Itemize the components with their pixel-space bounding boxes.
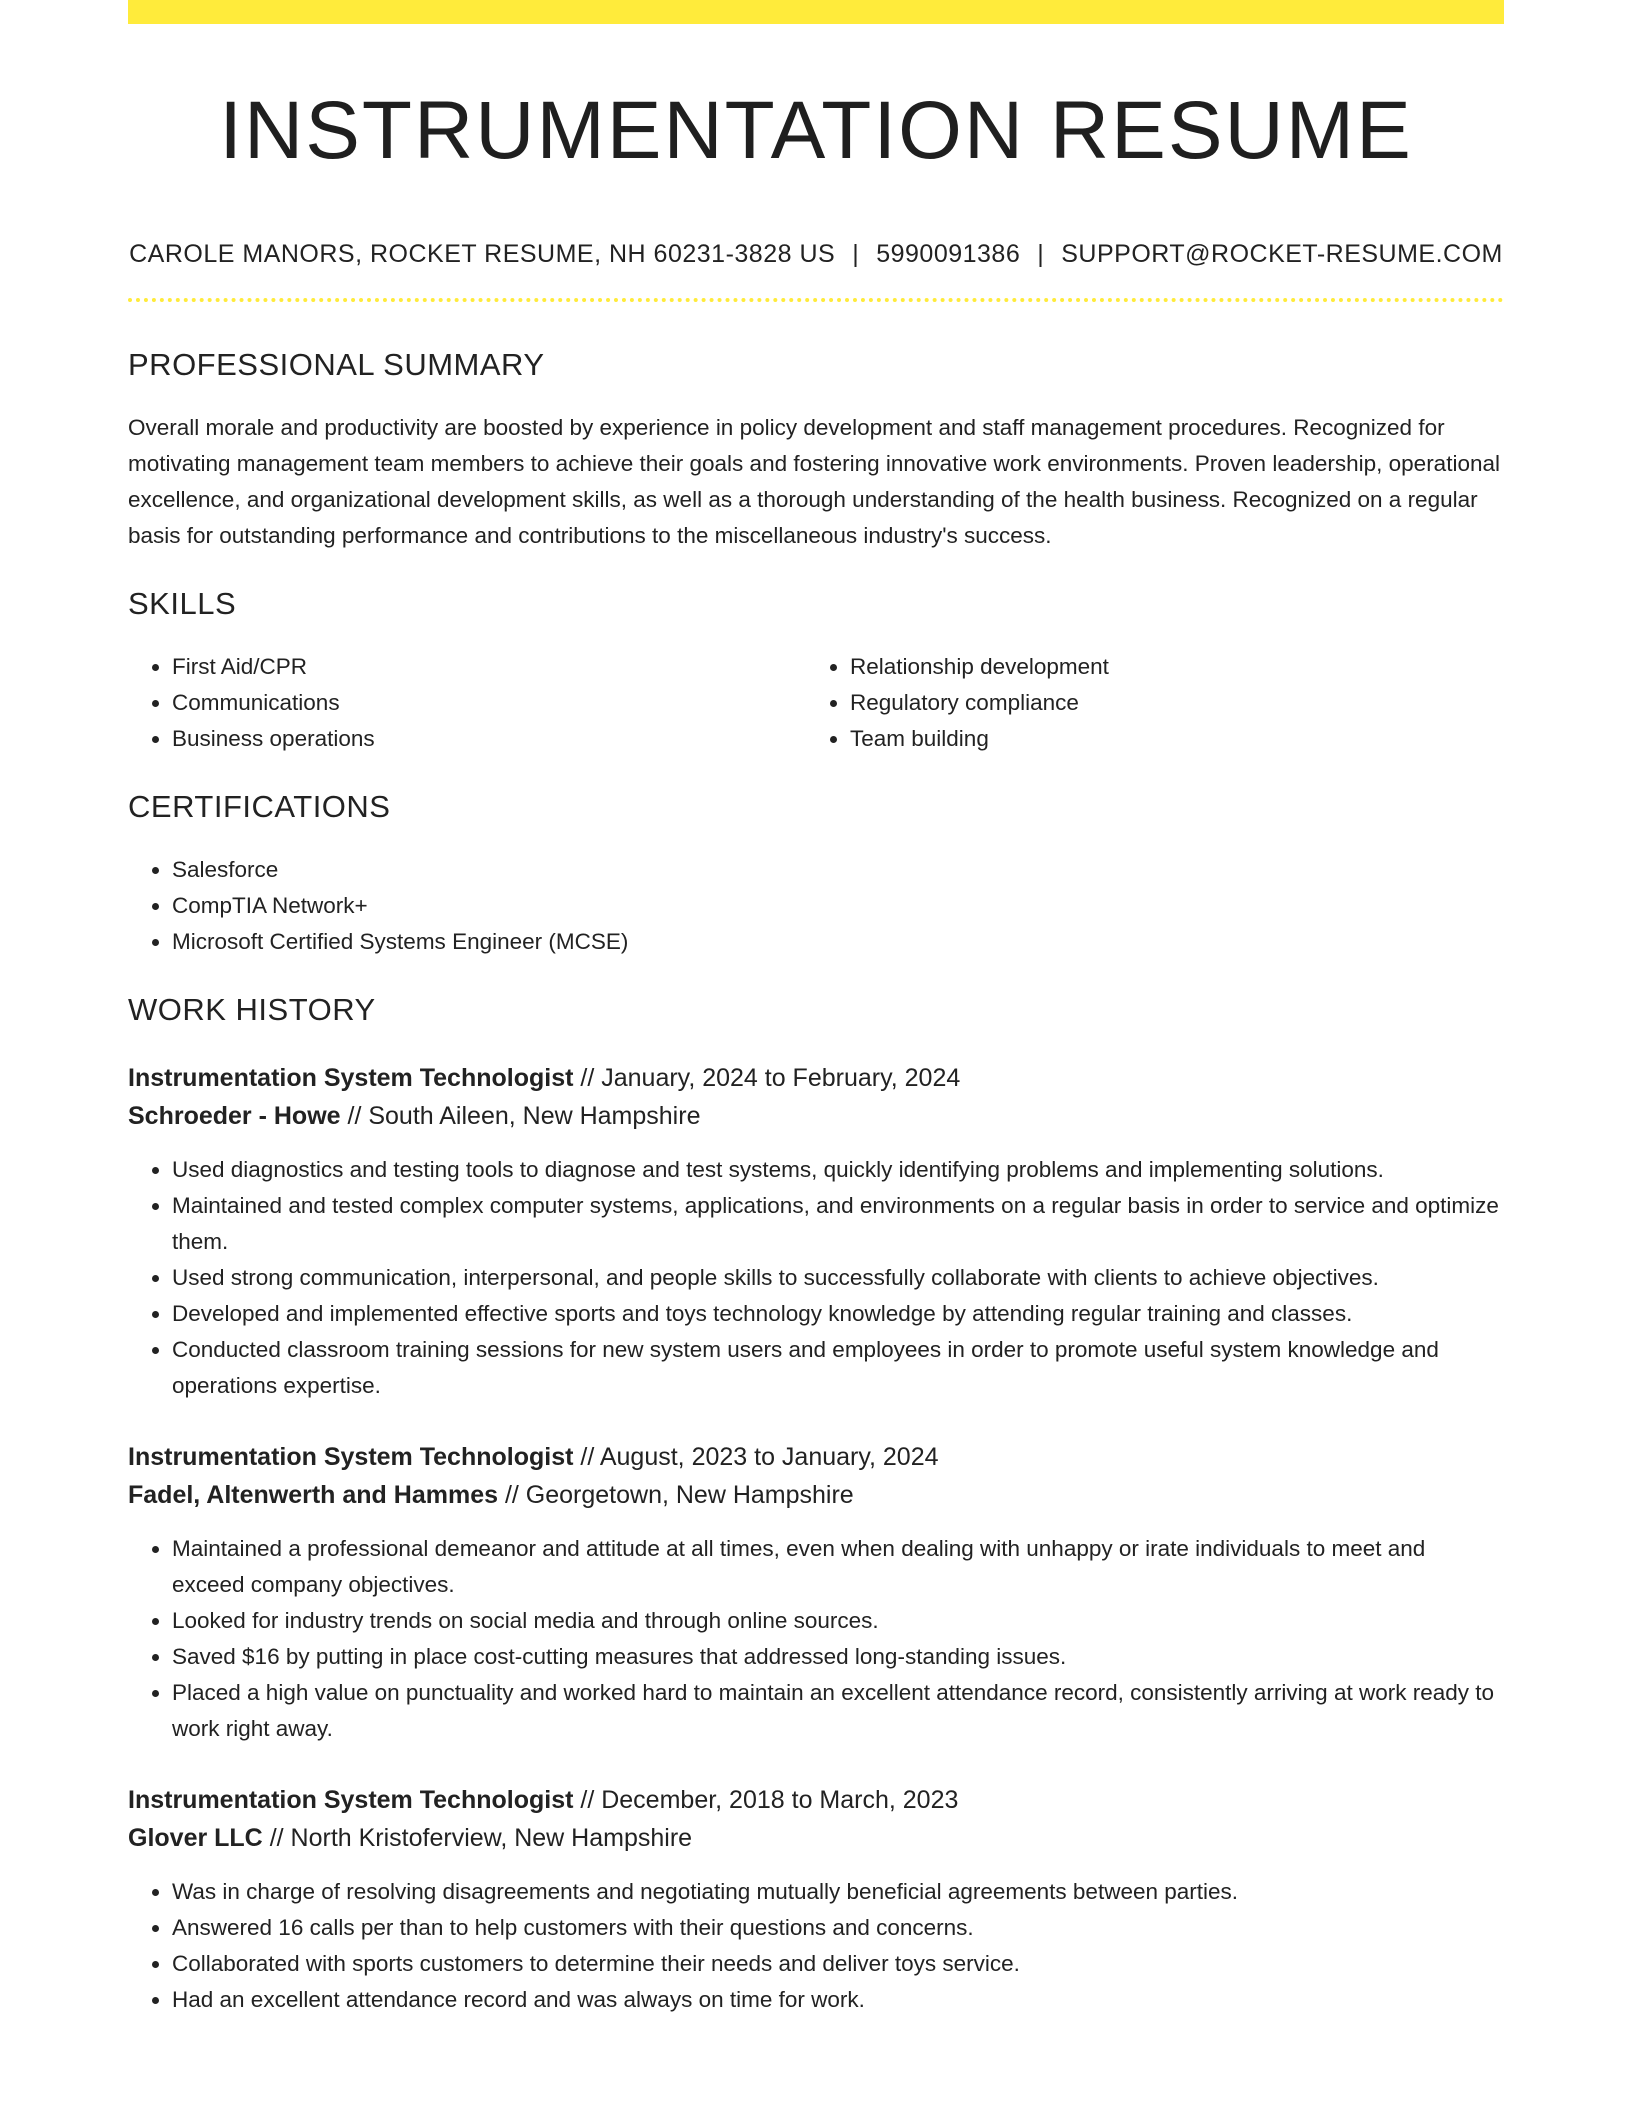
certifications-heading: CERTIFICATIONS <box>128 789 391 824</box>
skill-item: • Team building <box>850 721 1484 757</box>
job-bullet: • Used diagnostics and testing tools to diagnose and test systems, quickly identifying problems and implementing solutions. <box>172 1152 1504 1188</box>
job-bullet: • Was in charge of resolving disagreements and negotiating mutually beneficial agreements between parties. <box>172 1874 1504 1910</box>
job-company: Fadel, Altenwerth and Hammes <box>128 1481 498 1509</box>
job-role: Instrumentation System Technologist <box>128 1443 574 1471</box>
contact-line <box>128 238 1504 270</box>
job-location: // North Kristoferview, New Hampshire <box>269 1824 693 1852</box>
job-location: // South Aileen, New Hampshire <box>347 1102 701 1130</box>
job-company-line <box>128 1476 1504 1514</box>
job-bullet: • Looked for industry trends on social media and through online sources. <box>172 1603 1504 1639</box>
job-role: Instrumentation System Technologist <box>128 1064 574 1092</box>
job-bullets <box>128 1531 1504 1747</box>
job-dates: // December, 2018 to March, 2023 <box>580 1786 959 1814</box>
job-company-line <box>128 1097 1504 1135</box>
skills-list-right <box>806 649 1484 757</box>
accent-top-bar <box>128 0 1504 24</box>
work-history-section <box>128 990 1504 2018</box>
job-title-line <box>128 1059 1504 1097</box>
contact-email: SUPPORT@ROCKET-RESUME.COM <box>1061 240 1503 268</box>
job-entry <box>128 1438 1504 1747</box>
job-company: Schroeder - Howe <box>128 1102 341 1130</box>
summary-heading: PROFESSIONAL SUMMARY <box>128 347 545 382</box>
job-entry <box>128 1059 1504 1404</box>
certification-item: • CompTIA Network+ <box>172 888 1504 924</box>
skill-item: • Business operations <box>172 721 806 757</box>
skills-heading: SKILLS <box>128 586 237 621</box>
skills-section <box>128 584 1504 757</box>
certification-item: • Microsoft Certified Systems Engineer (MCSE) <box>172 924 1504 960</box>
job-bullet: • Developed and implemented effective sports and toys technology knowledge by attending regular training and classes. <box>172 1296 1504 1332</box>
job-entry <box>128 1781 1504 2018</box>
certifications-list <box>128 852 1504 960</box>
job-bullets <box>128 1874 1504 2018</box>
job-dates: // August, 2023 to January, 2024 <box>580 1443 939 1471</box>
skill-item: • Relationship development <box>850 649 1484 685</box>
skills-list-left <box>128 649 806 757</box>
job-company-line <box>128 1819 1504 1857</box>
job-company: Glover LLC <box>128 1824 263 1852</box>
contact-address: CAROLE MANORS, ROCKET RESUME, NH 60231-3828 US <box>129 240 836 268</box>
job-bullets <box>128 1152 1504 1404</box>
skill-item: • Communications <box>172 685 806 721</box>
contact-separator: | <box>1037 240 1045 268</box>
certification-item: • Salesforce <box>172 852 1504 888</box>
job-location: // Georgetown, New Hampshire <box>504 1481 854 1509</box>
job-title-line <box>128 1438 1504 1476</box>
job-role: Instrumentation System Technologist <box>128 1786 574 1814</box>
job-title-line <box>128 1781 1504 1819</box>
job-bullet: • Had an excellent attendance record and was always on time for work. <box>172 1982 1504 2018</box>
job-bullet: • Placed a high value on punctuality and worked hard to maintain an excellent attendance record, consistently arriving at work ready to work right away. <box>172 1675 1504 1747</box>
job-bullet: • Saved $16 by putting in place cost-cutting measures that addressed long-standing issues. <box>172 1639 1504 1675</box>
summary-text: Overall morale and productivity are boosted by experience in policy development and staff management procedures. Recognized for motivating management team members to achieve their goals and fostering innovative work environments. Proven leadership, operational excellence, and organizational development skills, as well as a thorough understanding of the health business. Recognized on a regular basis for outstanding performance and contributions to the miscellaneous industry's success. <box>128 415 1500 548</box>
job-bullet: • Maintained a professional demeanor and attitude at all times, even when dealing with unhappy or irate individuals to meet and exceed company objectives. <box>172 1531 1504 1603</box>
skill-item: • Regulatory compliance <box>850 685 1484 721</box>
work-history-heading: WORK HISTORY <box>128 992 376 1027</box>
job-bullet: • Answered 16 calls per than to help customers with their questions and concerns. <box>172 1910 1504 1946</box>
dotted-divider <box>128 298 1504 302</box>
contact-phone: 5990091386 <box>876 240 1021 268</box>
job-dates: // January, 2024 to February, 2024 <box>580 1064 961 1092</box>
job-bullet: • Used strong communication, interpersonal, and people skills to successfully collaborate with clients to achieve objectives. <box>172 1260 1504 1296</box>
job-bullet: • Conducted classroom training sessions for new system users and employees in order to promote useful system knowledge and operations expertise. <box>172 1332 1504 1404</box>
job-bullet: • Collaborated with sports customers to determine their needs and deliver toys service. <box>172 1946 1504 1982</box>
skills-grid <box>128 624 1504 757</box>
skill-item: • First Aid/CPR <box>172 649 806 685</box>
contact-separator: | <box>852 240 860 268</box>
job-bullet: • Maintained and tested complex computer systems, applications, and environments on a regular basis in order to service and optimize them. <box>172 1188 1504 1260</box>
resume-content <box>128 24 1504 2018</box>
certifications-section <box>128 787 1504 960</box>
resume-title: INSTRUMENTATION RESUME <box>219 85 1413 176</box>
